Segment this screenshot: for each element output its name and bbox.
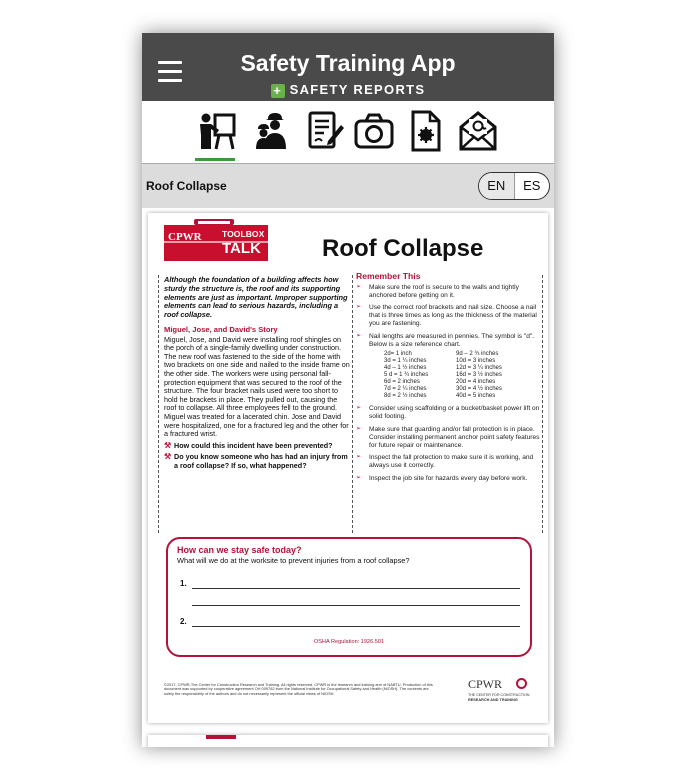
app-screen <box>142 33 554 747</box>
footer-brand-sub: RESEARCH AND TRAINING <box>468 698 518 702</box>
language-es-button[interactable]: ES <box>523 178 541 193</box>
answer-label: 1. <box>180 579 187 588</box>
arrow-icon: ➢ <box>356 454 362 461</box>
language-toggle[interactable] <box>478 172 550 200</box>
hammer-icon: ⚒ <box>164 440 172 450</box>
intro-text: Although the foundation of a building affects how sturdy the structure is, the roof and its supporting elements are just as important. Improper supporting elements can lead to serious hazards, including a roof collapse. <box>164 275 348 320</box>
app-subtitle <box>142 82 554 98</box>
arrow-icon: ➢ <box>356 283 362 290</box>
app-header <box>142 33 554 101</box>
nail-size: 5 d = 1 ¾ inches <box>384 372 429 379</box>
question-text: Do you know someone who has had an injury from a roof collapse? If so, what happened? <box>174 452 348 470</box>
arrow-icon: ➢ <box>356 425 362 432</box>
nail-size: 16d = 3 ½ inches <box>456 372 502 379</box>
story-text: Miguel, Jose, and David were installing roof shingles on the porch of a single-family dwelling under construction. The new roof was fastened to the side of the home with two brackets on one side and nailed to the inside frame on the other side. The workers were using personal fall-protection equipment that was secured to the roof of the structure. The four bracket nails used were too short to hold he brackets in place. They pulled out, causing the roof to collapse. All three employees fell to the ground. Miguel was treated for a lacerated chin. Jose and David were hospitalized, one for a fractured leg and the other for a fractured wrist. <box>164 334 350 439</box>
nail-size: 12d = 3 ¼ inches <box>456 365 502 372</box>
toolbox-talk-logo <box>164 219 268 261</box>
remember-item: ➢ Consider using scaffolding or a bucket/basket power lift on solid footing. <box>356 405 540 421</box>
answer-line <box>192 588 520 589</box>
answer-line <box>192 626 520 627</box>
topic-bar <box>142 163 554 208</box>
app-title: Safety Training App <box>240 50 456 76</box>
document-title: Roof Collapse <box>322 235 484 262</box>
language-en-button[interactable]: EN <box>479 173 515 199</box>
story-column <box>164 276 350 473</box>
answer-line <box>192 605 520 606</box>
next-document-preview[interactable] <box>148 735 548 747</box>
logo-brand: CPWR <box>168 231 202 243</box>
arrow-icon: ➢ <box>356 474 362 481</box>
next-document-logo <box>206 735 236 739</box>
email-icon[interactable] <box>458 109 498 153</box>
arrow-icon: ➢ <box>356 332 362 339</box>
nail-size: 2d= 1 inch <box>384 351 412 358</box>
stay-safe-heading: How can we stay safe today? <box>177 545 302 555</box>
cpwr-mark-icon <box>516 678 527 689</box>
nail-size: 3d = 1 ¼ inches <box>384 358 427 365</box>
osha-regulation: OSHA Regulation: 1926.501 <box>313 639 385 645</box>
plus-icon: + <box>271 84 285 98</box>
remember-heading: Remember This <box>356 271 421 281</box>
footer-brand: CPWR <box>468 677 503 691</box>
nail-size: 4d – 1 ½ inches <box>384 365 427 372</box>
nail-size: 8d = 2 ½ inches <box>384 393 427 400</box>
story-heading: Miguel, Jose, and David's Story <box>164 324 278 334</box>
workers-icon[interactable] <box>254 109 294 153</box>
report-icon[interactable] <box>306 109 346 153</box>
toolbox-talk-document[interactable] <box>148 213 548 723</box>
logo-line2: TALK <box>222 240 261 257</box>
arrow-icon: ➢ <box>356 304 362 311</box>
stay-safe-box <box>166 537 532 657</box>
remember-item: ➢ Use the correct roof brackets and nail size. Choose a nail that is three times as long as the thickness of the material you are fastening. <box>356 304 537 327</box>
icon-toolbar <box>142 101 554 163</box>
nail-size-chart <box>384 351 540 400</box>
nail-size: 9d – 2 ¾ inches <box>456 351 499 358</box>
remember-item: ➢ Inspect the job site for hazards every day before work. <box>356 474 528 482</box>
divider <box>542 275 543 533</box>
logo-line1: TOOLBOX <box>222 229 265 239</box>
nail-size: 6d = 2 inches <box>384 379 420 386</box>
discussion-question <box>164 453 350 470</box>
cpwr-footer-logo <box>466 677 538 707</box>
arrow-icon: ➢ <box>356 405 362 412</box>
divider <box>158 275 159 533</box>
topic-title: Roof Collapse <box>146 179 227 193</box>
nail-size: 10d = 3 inches <box>456 358 496 365</box>
nail-size: 7d = 2 ¼ inches <box>384 386 427 393</box>
remember-item: ➢ Inspect the fall protection to make sure it is working, and always use it correctly. <box>356 454 534 470</box>
camera-icon[interactable] <box>354 109 394 153</box>
divider <box>352 275 353 533</box>
stay-safe-question: What will we do at the worksite to prevent injuries from a roof collapse? <box>177 556 410 565</box>
presentation-icon[interactable] <box>197 109 237 153</box>
remember-item: ➢ Make sure the roof is secure to the walls and tightly anchored before getting on it. <box>356 283 519 299</box>
question-text: How could this incident have been prevented? <box>174 440 333 450</box>
document-settings-icon[interactable] <box>406 109 446 153</box>
hammer-icon: ⚒ <box>164 452 172 462</box>
answer-label: 2. <box>180 617 187 626</box>
nail-size: 40d = 5 inches <box>456 393 496 400</box>
nail-size: 30d = 4 ½ inches <box>456 386 502 393</box>
remember-column <box>356 273 540 488</box>
footer-brand-sub: THE CENTER FOR CONSTRUCTION <box>468 693 530 697</box>
copyright-footer: ©2017, CPWR-The Center for Construction Research and Training. All rights reserved. CPWR is the research and training arm of NABTU. Production of this document was supported by cooperative agreement OH 009762 from the National Institute for Occupational Safety and Health (NIOSH). The contents are solely the responsibility of the authors and do not necessarily represent the official views of NIOSH. <box>164 682 433 696</box>
discussion-question <box>164 442 350 451</box>
remember-item: ➢ Make sure that guarding and/or fall protection is in place. Consider installing permanent anchor point safety features for future repair or maintenance. <box>356 425 540 449</box>
nail-size: 20d = 4 inches <box>456 379 496 386</box>
app-subtitle-text: SAFETY REPORTS <box>289 82 426 97</box>
remember-item: ➢ Nail lengths are measured in pennies. The symbol is "d". Below is a size reference chart. <box>356 332 535 348</box>
